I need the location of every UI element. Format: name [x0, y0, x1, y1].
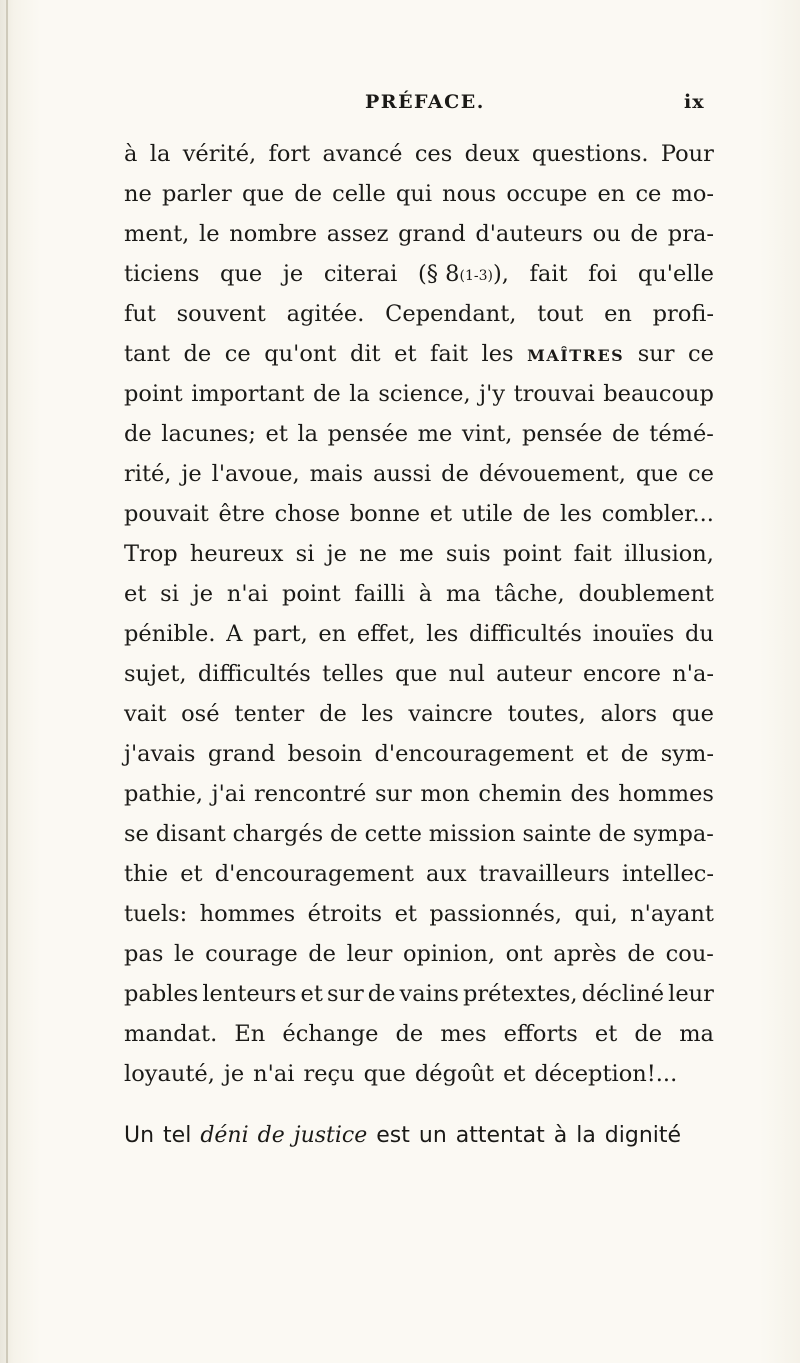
word: opinion, — [402, 941, 495, 967]
word: et — [265, 421, 288, 447]
word: si — [295, 541, 315, 567]
word: d'encouragement — [374, 741, 574, 767]
word: suis — [445, 541, 491, 567]
word: étroits — [307, 901, 383, 927]
word: pables — [124, 981, 199, 1007]
word: que — [395, 661, 438, 687]
word: vains — [399, 981, 459, 1007]
word: que — [635, 461, 679, 487]
word: thie — [124, 861, 169, 887]
word: est — [376, 1123, 410, 1148]
word: ma — [446, 581, 481, 607]
word: qui — [395, 181, 433, 207]
word: et — [394, 341, 417, 367]
word: loyauté, — [124, 1061, 215, 1087]
word: n'ai — [226, 581, 269, 607]
word: besoin — [287, 741, 363, 767]
word: avancé — [322, 141, 403, 167]
word: être — [218, 501, 265, 527]
word: sur — [326, 981, 364, 1007]
word: sym- — [660, 741, 714, 767]
word: prétextes, — [462, 981, 578, 1007]
word: et — [429, 501, 453, 527]
word: de — [367, 981, 396, 1007]
word: tel — [163, 1123, 192, 1148]
word: et — [300, 981, 323, 1007]
text-line — [124, 934, 714, 974]
word: beaucoup — [603, 381, 714, 407]
word: dit — [349, 341, 381, 367]
word: si — [160, 581, 179, 607]
word: fait — [430, 341, 468, 367]
word: que — [220, 261, 263, 287]
word: le — [173, 941, 195, 967]
word: ma — [679, 1021, 714, 1047]
word: me — [399, 541, 434, 567]
word: vint, — [461, 421, 513, 447]
word: ces — [414, 141, 453, 167]
word: j'ai — [211, 781, 246, 807]
word: et — [503, 1061, 526, 1087]
word: de — [319, 701, 347, 727]
small-caps-word: MAÎTRES — [527, 346, 625, 365]
word: que — [363, 1061, 406, 1087]
word: je — [223, 1061, 245, 1087]
word: fut — [124, 301, 156, 327]
word: hommes — [199, 901, 296, 927]
word: nous — [442, 181, 497, 207]
word: osé — [181, 701, 220, 727]
text-line — [124, 414, 714, 454]
word: encore — [582, 661, 661, 687]
word: lenteurs — [202, 981, 297, 1007]
word: ment, — [124, 221, 190, 247]
word: dévouement, — [478, 461, 626, 487]
section-reference: (§ 8 — [418, 261, 460, 287]
word: Pour — [660, 141, 714, 167]
word: de — [620, 741, 649, 767]
word: doublement — [578, 581, 714, 607]
word: et — [585, 741, 609, 767]
word: de — [630, 221, 659, 247]
word: à — [418, 581, 433, 607]
word: cette — [364, 821, 422, 847]
word: pensée — [522, 421, 603, 447]
word: pensée — [327, 421, 409, 447]
word: chemin — [478, 781, 562, 807]
word: mo- — [671, 181, 714, 207]
text-line — [124, 1014, 714, 1054]
word: grand — [207, 741, 276, 767]
word: en — [597, 181, 626, 207]
text-line — [124, 454, 714, 494]
running-title: PRÉFACE. — [365, 91, 485, 113]
text-line — [124, 894, 714, 934]
italic-word: déni — [200, 1123, 249, 1148]
word: sujet, — [124, 661, 187, 687]
text-line — [124, 614, 714, 654]
word: n'ai — [253, 1061, 295, 1087]
word: combler... — [601, 501, 714, 527]
text-line — [124, 654, 714, 694]
text-line — [124, 254, 714, 294]
word: utile — [461, 501, 513, 527]
word: que — [671, 701, 714, 727]
word: déception!... — [534, 1061, 678, 1087]
word: que — [241, 181, 285, 207]
text-line — [124, 1054, 714, 1094]
word: ou — [592, 221, 621, 247]
word: la — [349, 381, 370, 407]
word: je — [282, 261, 304, 287]
word: toutes, — [507, 701, 586, 727]
word: ce — [224, 341, 251, 367]
word: disant — [155, 821, 226, 847]
word: le — [199, 221, 220, 247]
word: de — [634, 1021, 663, 1047]
word: point — [281, 581, 341, 607]
word: nul — [448, 661, 485, 687]
word: courage — [205, 941, 298, 967]
word: lacunes; — [161, 421, 256, 447]
citation-close: ), — [492, 261, 509, 287]
word: Un — [124, 1123, 155, 1148]
word: ne — [359, 541, 387, 567]
word: témé- — [649, 421, 714, 447]
italic-word: de — [257, 1123, 285, 1148]
word: fait — [529, 261, 568, 287]
word: de — [183, 341, 212, 367]
word: hommes — [618, 781, 714, 807]
text-line — [124, 334, 714, 374]
word: de — [627, 941, 656, 967]
word: sur — [375, 781, 412, 807]
word: A — [226, 621, 243, 647]
word: les — [426, 621, 459, 647]
word: assez — [326, 221, 389, 247]
word: rité, — [124, 461, 172, 487]
word: tenter — [234, 701, 305, 727]
word: ce — [635, 181, 662, 207]
word: agitée. — [286, 301, 365, 327]
word: sympa- — [632, 821, 714, 847]
word: à — [553, 1123, 568, 1148]
word: de — [312, 381, 341, 407]
word: les — [361, 701, 394, 727]
word: questions. — [531, 141, 649, 167]
word: des — [570, 781, 610, 807]
text-line — [124, 814, 714, 854]
text-line — [124, 694, 714, 734]
word: occupe — [506, 181, 588, 207]
word: du — [684, 621, 714, 647]
word: chargés — [232, 821, 324, 847]
word: souvent — [176, 301, 266, 327]
text-line — [124, 974, 714, 1014]
word: d'encouragement — [214, 861, 414, 887]
page-number: ix — [684, 91, 705, 113]
word: de — [395, 1021, 424, 1047]
word: important — [191, 381, 305, 407]
word: cou- — [665, 941, 714, 967]
text-line — [124, 374, 714, 414]
word: ce — [688, 341, 714, 367]
word: sainte — [522, 821, 592, 847]
word: pra- — [667, 221, 714, 247]
word: d'auteurs — [475, 221, 583, 247]
word: trouvai — [513, 381, 595, 407]
word: pouvait — [124, 501, 209, 527]
word: qu'ont — [264, 341, 337, 367]
word: leur — [346, 941, 393, 967]
word: travailleurs — [478, 861, 610, 887]
word: rencontré — [254, 781, 367, 807]
text-line — [124, 1116, 714, 1156]
word: décliné — [581, 981, 665, 1007]
word: n'ayant — [630, 901, 714, 927]
word: tâche, — [494, 581, 565, 607]
word: Cependant, — [385, 301, 517, 327]
word: mais — [309, 461, 364, 487]
word: bonne — [349, 501, 421, 527]
word: les — [481, 341, 514, 367]
word: En — [234, 1021, 266, 1047]
word: échange — [282, 1021, 379, 1047]
word: dignité — [604, 1123, 682, 1148]
word: mes — [440, 1021, 487, 1047]
word: auteur — [496, 661, 572, 687]
word: difficultés — [468, 621, 582, 647]
text-line — [124, 134, 714, 174]
word: mandat. — [124, 1021, 218, 1047]
text-line — [124, 214, 714, 254]
word: et — [124, 581, 147, 607]
word: de — [124, 421, 152, 447]
word: intellec- — [622, 861, 714, 887]
word: l'avoue, — [211, 461, 300, 487]
word: pénible. — [124, 621, 216, 647]
word: les — [560, 501, 593, 527]
text-line — [124, 774, 714, 814]
word: j'avais — [124, 741, 196, 767]
text-line — [124, 294, 714, 334]
word: aussi — [373, 461, 432, 487]
word: en — [318, 621, 347, 647]
word: et — [594, 1021, 618, 1047]
word: vérité, — [182, 141, 257, 167]
word: de — [598, 821, 627, 847]
word: n'a- — [672, 661, 714, 687]
text-line — [124, 494, 714, 534]
word: alors — [600, 701, 658, 727]
word: difficultés — [197, 661, 311, 687]
word: de — [330, 821, 358, 847]
word: foi — [588, 261, 618, 287]
word: reçu — [303, 1061, 355, 1087]
word: passionnés, — [429, 901, 563, 927]
text-line — [124, 574, 714, 614]
word: me — [417, 421, 453, 447]
word: grand — [398, 221, 466, 247]
word: tant — [124, 341, 170, 367]
word: inouïes — [592, 621, 675, 647]
word: attentat — [455, 1123, 545, 1148]
word: efforts — [503, 1021, 578, 1047]
word: effet, — [356, 621, 416, 647]
word: qu'elle — [637, 261, 714, 287]
citation — [418, 254, 509, 297]
running-head — [0, 91, 800, 121]
word: la — [297, 421, 319, 447]
word: part, — [252, 621, 308, 647]
word: heureux — [189, 541, 284, 567]
word: qui, — [574, 901, 618, 927]
word: illusion, — [623, 541, 714, 567]
word: ce — [688, 461, 714, 487]
word: aux — [426, 861, 467, 887]
text-line — [124, 534, 714, 574]
word: tout — [537, 301, 584, 327]
word: se — [124, 821, 149, 847]
word: vaincre — [408, 701, 493, 727]
word: ticiens — [124, 261, 200, 287]
word: je — [181, 461, 202, 487]
word: mission — [428, 821, 516, 847]
text-line — [124, 734, 714, 774]
word: ne — [124, 181, 152, 207]
text-line — [124, 854, 714, 894]
word: un — [418, 1123, 447, 1148]
subsection-reference: (1-3) — [459, 268, 493, 284]
word: sur — [637, 341, 675, 367]
word: tuels: — [124, 901, 188, 927]
word: parler — [161, 181, 232, 207]
word: et — [180, 861, 203, 887]
word: fort — [268, 141, 311, 167]
word: de — [612, 421, 640, 447]
binding-edge — [6, 0, 8, 1363]
word: de — [294, 181, 323, 207]
word: chose — [274, 501, 341, 527]
word: de — [308, 941, 336, 967]
body-text — [124, 134, 714, 1156]
word: science, — [378, 381, 471, 407]
word: dégoût — [414, 1061, 495, 1087]
word: point — [124, 381, 183, 407]
word: vait — [124, 701, 167, 727]
word: leur — [668, 981, 714, 1007]
word: nombre — [229, 221, 318, 247]
word: je — [326, 541, 347, 567]
word: et — [394, 901, 417, 927]
word: de — [522, 501, 551, 527]
word: citerai — [323, 261, 398, 287]
word: pathie, — [124, 781, 204, 807]
word: profi- — [652, 301, 714, 327]
word: mon — [420, 781, 470, 807]
word: après — [553, 941, 617, 967]
word: point — [502, 541, 562, 567]
word: en — [604, 301, 632, 327]
word: la — [576, 1123, 596, 1148]
word: celle — [332, 181, 386, 207]
word: je — [192, 581, 214, 607]
word: la — [149, 141, 171, 167]
word: de — [441, 461, 469, 487]
word: pas — [124, 941, 164, 967]
word: deux — [464, 141, 520, 167]
word: telles — [322, 661, 384, 687]
word: à — [124, 141, 138, 167]
text-line — [124, 174, 714, 214]
word: fait — [573, 541, 612, 567]
word: failli — [354, 581, 405, 607]
word: Trop — [124, 541, 178, 567]
italic-word: justice — [293, 1123, 368, 1148]
word: ont — [505, 941, 543, 967]
word: j'y — [479, 381, 506, 407]
